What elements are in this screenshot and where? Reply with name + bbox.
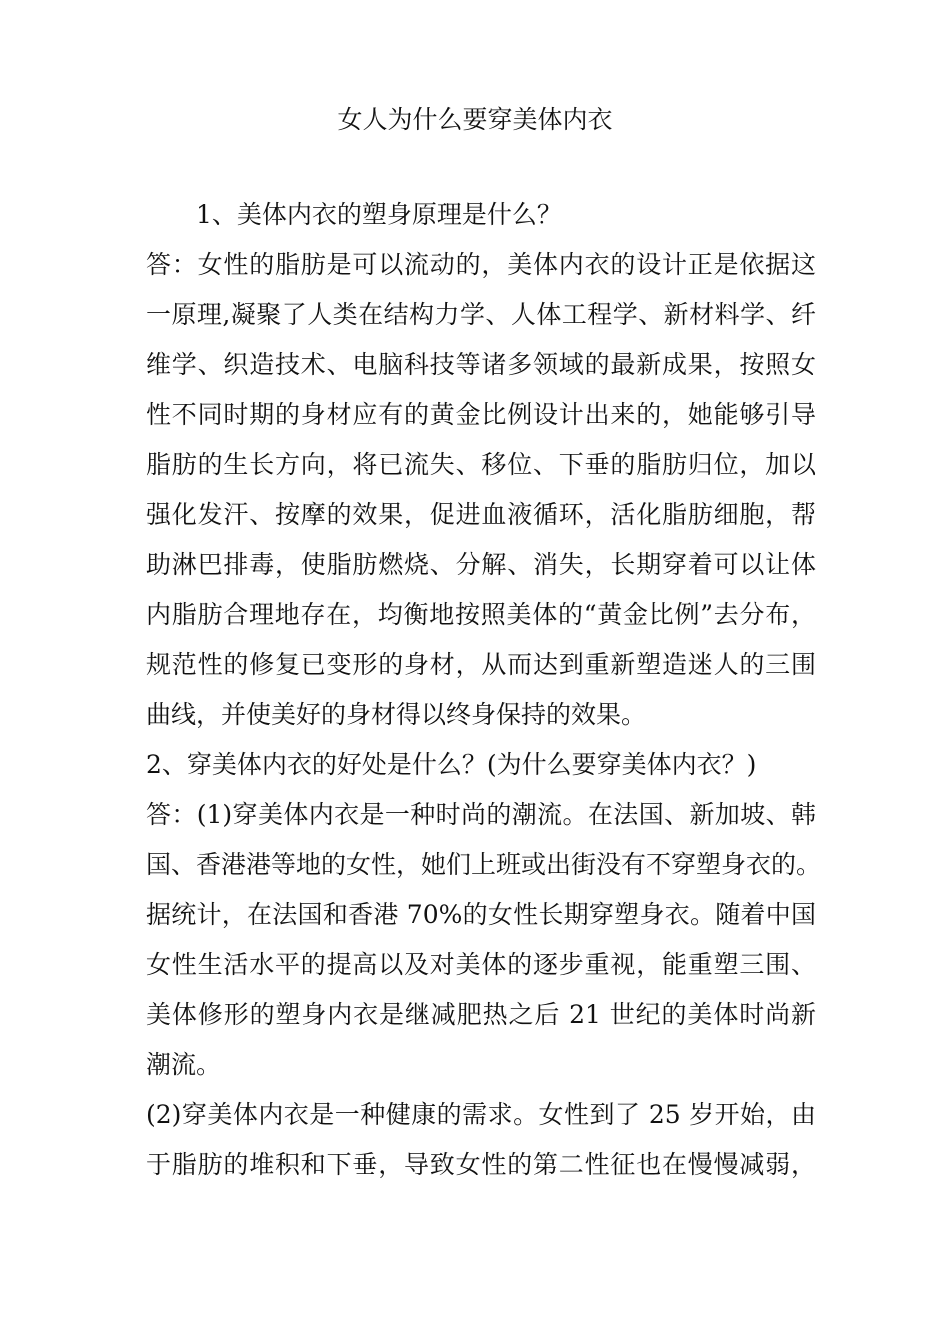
paragraph-line: 一原理,凝聚了人类在结构力学、人体工程学、新材料学、纤 (146, 300, 816, 329)
paragraph-line: 曲线，并使美好的身材得以终身保持的效果。 (146, 700, 647, 729)
paragraph-line: (2)穿美体内衣是一种健康的需求。女性到了 25 岁开始，由 (146, 1100, 816, 1129)
paragraph-line: 答：(1)穿美体内衣是一种时尚的潮流。在法国、新加坡、韩 (146, 800, 816, 829)
paragraph-line: 性不同时期的身材应有的黄金比例设计出来的，她能够引导 (146, 400, 816, 429)
paragraph-line: 美体修形的塑身内衣是继减肥热之后 21 世纪的美体时尚新 (146, 1000, 816, 1029)
paragraph-line: 规范性的修复已变形的身材，从而达到重新塑造迷人的三围 (146, 650, 816, 679)
question-1-heading: 1、美体内衣的塑身原理是什么？ (196, 200, 562, 229)
paragraph-line: 于脂肪的堆积和下垂，导致女性的第二性征也在慢慢减弱， (146, 1150, 816, 1179)
paragraph-line: 国、香港港等地的女性，她们上班或出街没有不穿塑身衣的。 (146, 850, 822, 879)
paragraph-line: 答：女性的脂肪是可以流动的，美体内衣的设计正是依据这 (146, 250, 816, 279)
paragraph-line: 助淋巴排毒，使脂肪燃烧、分解、消失，长期穿着可以让体 (146, 550, 816, 579)
question-2-heading: 2、穿美体内衣的好处是什么？(为什么要穿美体内衣？) (146, 750, 757, 779)
paragraph-line: 内脂肪合理地存在，均衡地按照美体的“黄金比例”去分布， (146, 600, 816, 629)
paragraph-line: 脂肪的生长方向，将已流失、移位、下垂的脂肪归位，加以 (146, 450, 816, 479)
document-title: 女人为什么要穿美体内衣 (337, 105, 613, 134)
paragraph-line: 据统计，在法国和香港 70%的女性长期穿塑身衣。随着中国 (146, 900, 816, 929)
paragraph-line: 女性生活水平的提高以及对美体的逐步重视，能重塑三围、 (146, 950, 816, 979)
paragraph-line: 维学、织造技术、电脑科技等诸多领域的最新成果，按照女 (146, 350, 816, 379)
paragraph-line: 潮流。 (146, 1050, 222, 1079)
paragraph-line: 强化发汗、按摩的效果，促进血液循环，活化脂肪细胞，帮 (146, 500, 816, 529)
